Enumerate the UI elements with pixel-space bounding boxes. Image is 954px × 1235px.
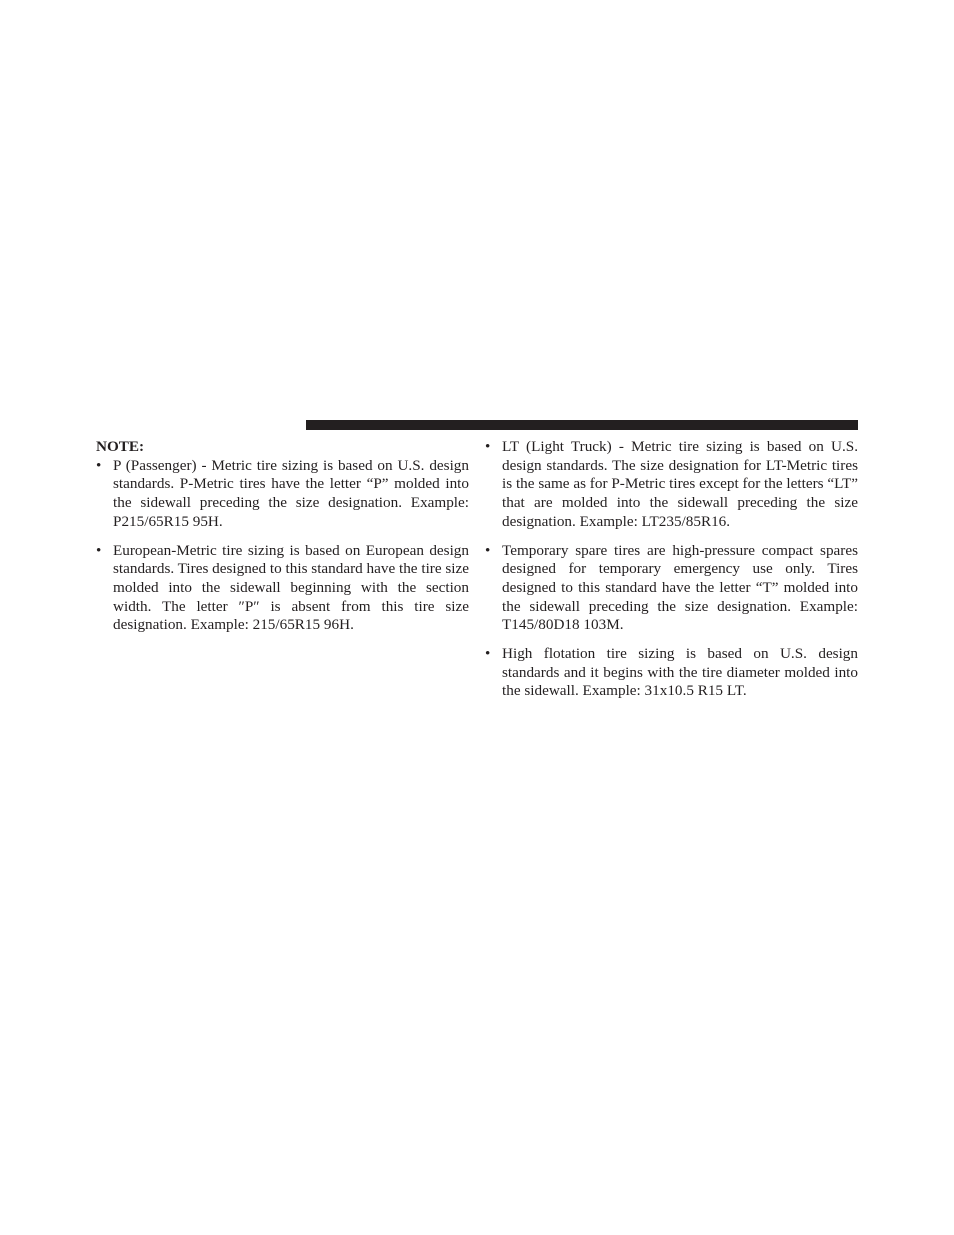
left-bullet-list — [96, 457, 469, 635]
list-item-text: P (Passenger) - Metric tire sizing is based on U.S. design standards. P-Metric tires have the letter “P” molded into the sidewall preceding the size designation. Example: P215/65R15 95H. — [113, 456, 469, 530]
left-column — [96, 438, 469, 645]
bullet-icon: • — [96, 456, 102, 474]
section-header-rule — [306, 420, 858, 430]
bullet-icon: • — [485, 438, 491, 455]
list-item-text: Temporary spare tires are high-pressure compact spares designed for temporary emergency use only. Tires designed to this standard have the letter “T” molded into the sidewall preceding the size designation. Example: T145/80D18 103M. — [502, 541, 858, 634]
bullet-icon: • — [485, 645, 491, 663]
list-item — [485, 438, 858, 532]
list-item-text: LT (Light Truck) - Metric tire sizing is based on U.S. design standards. The size designation for LT-Metric tires is the same as for P-Metric tires except for the letters “LT” that are molded into the sidewall preceding the size designation. Example: LT235/85R16. — [502, 438, 858, 530]
right-column — [485, 438, 858, 711]
list-item-text: European-Metric tire sizing is based on European design standards. Tires designed to this standard have the tire size molded into the sidewall beginning with the section width. The letter ″P″ is absent from this tire size designation. Example: 215/65R15 96H. — [113, 541, 469, 634]
right-bullet-list — [485, 438, 858, 701]
list-item — [485, 645, 858, 701]
list-item — [485, 542, 858, 636]
list-item — [96, 457, 469, 532]
list-item-text: High flotation tire sizing is based on U.S. design standards and it begins with the tire diameter molded into the sidewall. Example: 31x10.5 R15 LT. — [502, 645, 858, 700]
list-item — [96, 542, 469, 636]
note-label: NOTE: — [96, 438, 145, 455]
bullet-icon: • — [485, 541, 491, 559]
bullet-icon: • — [96, 541, 102, 559]
